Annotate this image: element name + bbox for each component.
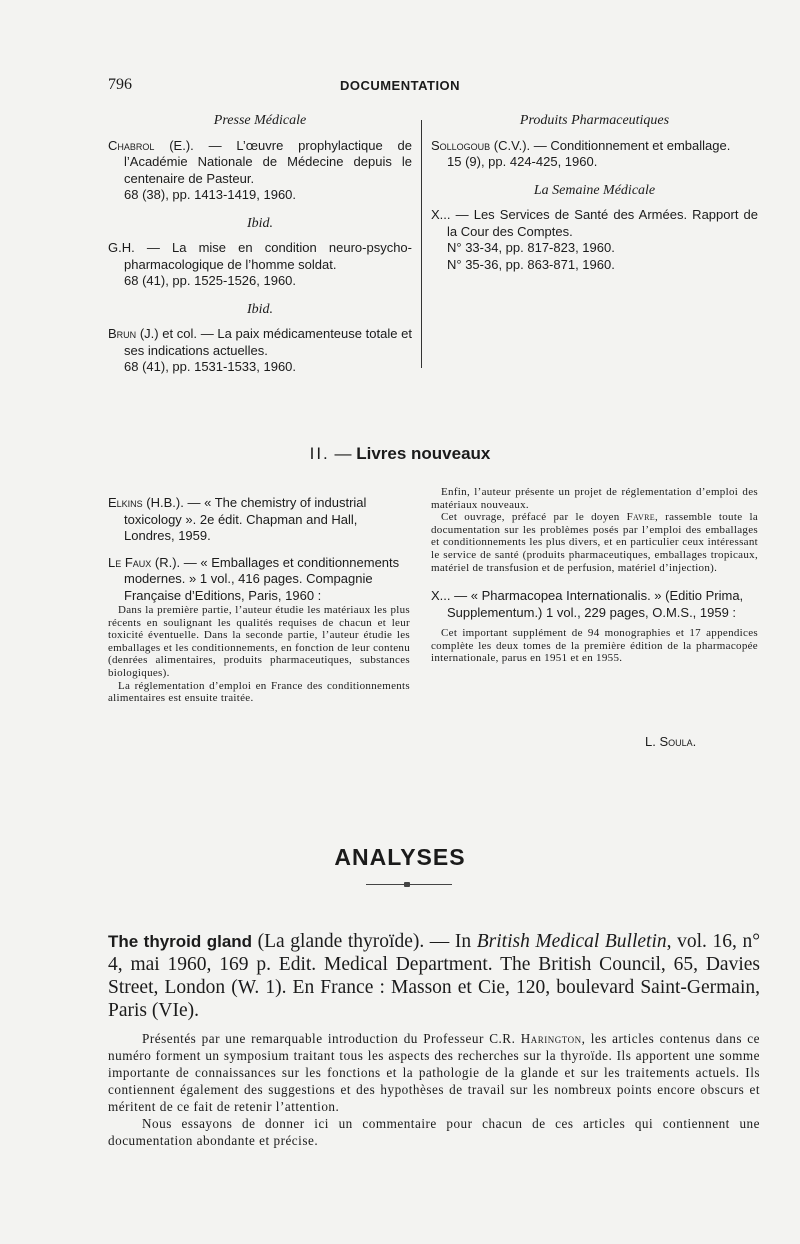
- source-heading: Ibid.: [246, 301, 274, 317]
- book-author: X...: [431, 588, 451, 604]
- reference-entry: [431, 207, 758, 273]
- analysis-subject: The thyroid gland: [108, 932, 253, 951]
- book-review: [108, 604, 410, 705]
- reference-entry: [108, 138, 412, 204]
- reference-text: — L’œuvre prophylactique de l’Académie Nationale de Médecine depuis le centenaire de Pasteur.: [124, 137, 412, 186]
- books-left: [108, 495, 410, 715]
- book-author: Le Faux (R.).: [108, 554, 181, 570]
- book-title: — « Pharmacopea Internationalis. » (Editio Prima, Supplementum.) 1 vol., 229 pages, O.M.S., 1959 :: [447, 588, 744, 620]
- reference-author: X...: [431, 207, 451, 222]
- reference-author: G.H.: [108, 240, 135, 255]
- analyses-title: ANALYSES: [334, 844, 466, 870]
- reference-text: et col. — La paix médicamenteuse totale et ses indications actuelles.: [124, 326, 412, 358]
- review-paragraph: Cet ouvrage, préfacé par le doyen Favre, rassemble toute la documentation sur les problèmes posés par l’emploi des emballages et conditionnements les plus divers, et en particulier ceux intéressant le service de santé (produits pharmaceutiques, emballages tropicaux, matériel de transfusion et de perfusion, matériel d’injection).: [431, 511, 758, 574]
- book-title: — « Emballages et conditionnements modernes. » 1 vol., 416 pages. Compagnie Française d’Editions, Paris, 1960 :: [124, 554, 400, 603]
- signature: L. Soula.: [645, 734, 697, 749]
- source-heading: Ibid.: [246, 215, 274, 231]
- page-number: 796: [108, 76, 132, 93]
- book-review-continued: [431, 486, 758, 574]
- book-entry: [108, 555, 410, 705]
- reference-publication: 15 (9), pp. 424-425, 1960.: [447, 154, 598, 169]
- reference-publication: N° 35-36, pp. 863-871, 1960.: [447, 256, 615, 272]
- reference-publication: 68 (38), pp. 1413-1419, 1960.: [124, 187, 297, 202]
- press-refs-left: [108, 113, 412, 388]
- reference-publication: 68 (41), pp. 1525-1526, 1960.: [124, 273, 297, 288]
- section-number: II.: [309, 444, 330, 463]
- ornamental-rule: [366, 884, 452, 885]
- reference-text: — Conditionnement et emballage.: [530, 137, 731, 153]
- book-entry: [108, 495, 410, 545]
- reference-entry: [431, 138, 758, 171]
- reference-author: Brun (J.): [108, 326, 159, 341]
- column-divider: [421, 120, 422, 368]
- book-author: Elkins (H.B.).: [108, 495, 184, 510]
- press-refs-right: [431, 113, 758, 285]
- analysis-body: [108, 1030, 760, 1149]
- analysis-paragraph: Nous essayons de donner ici un commentaire pour chacun de ces articles qui contiennent une documentation abondante et précise.: [108, 1116, 760, 1148]
- running-title: DOCUMENTATION: [339, 78, 461, 93]
- analysis-paragraph: Présentés par une remarquable introduction du Professeur C.R. Harington, les articles contenus dans ce numéro forment un symposium traitant tous les aspects des recherches sur la thyroïde. Ils apportent une somme importante de connaissances sur les fonctions et la pathologie de la glande et sur les traitements actuels. Ils contiennent également des suggestions et des hypothèses de travail sur les nombreux points encore obscurs et méritent de ce fait de retenir l’attention.: [108, 1031, 760, 1114]
- reference-author: Sollogoub (C.V.).: [431, 137, 531, 153]
- review-paragraph: Enfin, l’auteur présente un projet de réglementation d’emploi des matériaux nouveaux.: [431, 486, 758, 511]
- source-heading: La Semaine Médicale: [533, 182, 656, 198]
- section-dash: —: [329, 444, 357, 463]
- book-review: [431, 627, 758, 665]
- section-label: Livres nouveaux: [356, 444, 491, 463]
- reference-publication: 68 (41), pp. 1531-1533, 1960.: [124, 359, 297, 374]
- source-heading: Presse Médicale: [213, 113, 307, 128]
- books-right: [431, 486, 758, 675]
- review-paragraph: Cet important supplément de 94 monographies et 17 appendices complète les deux tomes de la première édition de la pharmacopée internationale, parus en 1951 et en 1955.: [431, 627, 758, 665]
- reference-entry: [108, 240, 412, 290]
- book-entry: [431, 588, 758, 665]
- person-name: Harington: [520, 1031, 582, 1046]
- book-title: — « The chemistry of industrial toxicology ». 2e édit. Chapman and Hall, Londres, 1959.: [124, 495, 367, 543]
- section-title: [0, 444, 800, 464]
- analysis-heading: The thyroid gland (La glande thyroïde). — In British Medical Bulletin, vol. 16, n° 4, mai 1960, 169 p. Edit. Medical Department. The British Council, 65, Davies Street, London (W. 1). En France : Masson et Cie, 120, boulevard Saint-Germain, Paris (VIe).: [108, 931, 761, 1021]
- person-name: Favre: [626, 511, 655, 524]
- reference-entry: [108, 326, 412, 376]
- reference-text: — La mise en condition neuro-psycho-pharmacologique de l’homme soldat.: [124, 240, 412, 272]
- reference-text: — Les Services de Santé des Armées. Rapport de la Cour des Comptes.: [447, 207, 758, 239]
- reference-publication: N° 33-34, pp. 817-823, 1960.: [447, 240, 615, 255]
- review-paragraph: La réglementation d’emploi en France des conditionnements alimentaires est ensuite traitée.: [108, 679, 410, 705]
- review-paragraph: Dans la première partie, l’auteur étudie les matériaux les plus récents en soulignant les qualités requises de chacun et leur toxicité éventuelle. Dans la seconde partie, l’auteur étudie les emballages et les conditionnements, en fonction de leur contenu (denrées alimentaires, produits pharmaceutiques, substances biologiques).: [108, 604, 410, 679]
- reference-author: Chabrol (E.).: [108, 137, 194, 153]
- source-heading: Produits Pharmaceutiques: [519, 113, 670, 128]
- journal-title: British Medical Bulletin: [476, 931, 667, 952]
